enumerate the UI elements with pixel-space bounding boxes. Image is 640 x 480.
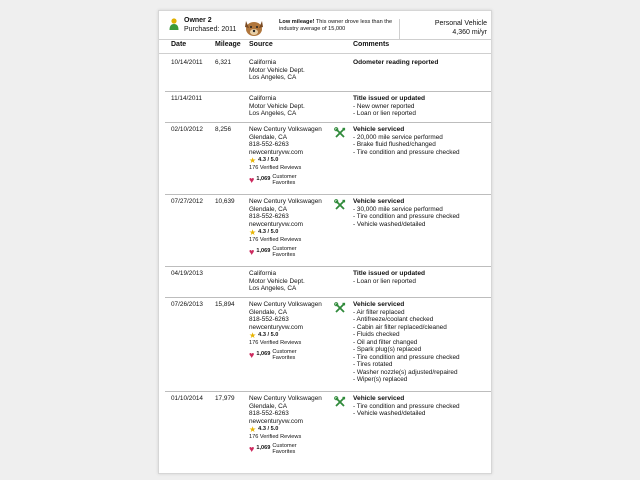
- source-line: New Century Volkswagen: [249, 126, 322, 133]
- comment-item: - Air filter replaced: [353, 308, 405, 316]
- source-line: California: [249, 270, 276, 277]
- favorites-label: [272, 443, 296, 455]
- record-comments: [353, 126, 491, 156]
- favorites-label: [272, 349, 296, 361]
- header-source: Source: [249, 41, 273, 48]
- history-report-page: [158, 10, 492, 474]
- vehicle-usage: [435, 19, 487, 37]
- record-mileage: 6,321: [215, 59, 231, 66]
- source-line: Los Angeles, CA: [249, 74, 297, 81]
- comment-item: - Loan or lien reported: [353, 277, 416, 285]
- record-date: 07/27/2012: [171, 198, 203, 205]
- verified-reviews: 176 Verified Reviews: [249, 165, 302, 171]
- source-line: 818-552-6263: [249, 410, 289, 417]
- comment-item: - Vehicle washed/detailed: [353, 220, 426, 228]
- record-source: [249, 198, 337, 258]
- header-mileage: Mileage: [215, 41, 241, 48]
- table-row: [165, 194, 491, 267]
- comment-title: Vehicle serviced: [353, 126, 405, 133]
- record-source: [249, 95, 337, 118]
- favorites-label-line: Customer: [272, 173, 297, 180]
- heart-icon: ♥: [249, 246, 255, 257]
- owner-purchased: Purchased: 2011: [184, 26, 237, 33]
- favorites-label-line: Favorites: [272, 179, 296, 186]
- record-comments: [353, 95, 491, 118]
- record-source: [249, 395, 337, 455]
- comment-title: Title issued or updated: [353, 95, 426, 102]
- comment-title: Vehicle serviced: [353, 198, 405, 205]
- comment-item: - Tires rotated: [353, 361, 393, 368]
- source-line: Glendale, CA: [249, 205, 288, 213]
- source-line: newcenturyvw.com: [249, 148, 303, 156]
- comment-item: - New owner reported: [353, 102, 415, 110]
- tools-icon: [334, 396, 346, 408]
- star-icon: ★: [249, 331, 257, 340]
- record-comments: [353, 395, 491, 418]
- star-icon: ★: [249, 425, 257, 434]
- star-icon: ★: [249, 228, 257, 237]
- record-date: 02/10/2012: [171, 126, 203, 133]
- record-mileage: 17,979: [215, 395, 235, 402]
- record-source: [249, 301, 337, 361]
- star-icon: ★: [249, 156, 257, 165]
- comment-item: - Vehicle washed/detailed: [353, 410, 426, 417]
- source-line: Glendale, CA: [249, 308, 288, 316]
- table-header: [159, 39, 491, 54]
- record-comments: [353, 270, 491, 285]
- customer-favorites: [249, 246, 337, 258]
- vehicle-type: Personal Vehicle: [434, 20, 487, 27]
- comment-item: - 30,000 mile service performed: [353, 205, 443, 213]
- dealer-rating: [249, 157, 337, 165]
- favorites-label-line: Customer: [272, 442, 297, 449]
- source-line: Los Angeles, CA: [249, 110, 297, 117]
- favorites-count: 1,069: [256, 444, 271, 451]
- record-date: 07/26/2013: [171, 301, 203, 308]
- table-row: [165, 55, 491, 92]
- header-date: Date: [171, 41, 187, 48]
- favorites-label-line: Favorites: [272, 354, 296, 361]
- record-source: [249, 59, 337, 82]
- record-comments: [353, 59, 491, 67]
- comment-title: Odometer reading reported: [353, 59, 439, 66]
- comment-item: - Tire condition and pressure checked: [353, 148, 460, 156]
- favorites-label-line: Favorites: [272, 251, 296, 258]
- comment-item: - 20,000 mile service performed: [353, 133, 443, 141]
- verified-reviews: 176 Verified Reviews: [249, 340, 302, 346]
- comment-title: Vehicle serviced: [353, 301, 405, 308]
- heart-icon: ♥: [249, 174, 255, 185]
- verified-reviews: 176 Verified Reviews: [249, 434, 302, 440]
- owner-name: Owner 2: [184, 17, 212, 24]
- comment-item: - Fluids checked: [353, 331, 400, 338]
- miles-per-year: 4,360 mi/yr: [452, 29, 487, 36]
- comment-item: - Antifreeze/coolant checked: [353, 316, 434, 323]
- comment-item: - Spark plug(s) replaced: [353, 346, 422, 353]
- table-row: [165, 122, 491, 195]
- rating-value: 4.3 / 5.0: [258, 332, 279, 339]
- table-row: [165, 91, 491, 123]
- dealer-rating: [249, 332, 337, 340]
- source-line: 818-552-6263: [249, 141, 289, 148]
- record-date: 11/14/2011: [171, 95, 203, 102]
- dealer-rating: [249, 229, 337, 237]
- source-line: California: [249, 95, 276, 102]
- comment-title: Title issued or updated: [353, 270, 426, 277]
- verified-reviews: 176 Verified Reviews: [249, 237, 302, 243]
- record-date: 01/10/2014: [171, 395, 203, 402]
- owner-header: [159, 15, 491, 40]
- heart-icon: ♥: [249, 349, 255, 360]
- dealer-rating: [249, 426, 337, 434]
- comment-item: - Tire condition and pressure checked: [353, 213, 460, 220]
- rating-value: 4.3 / 5.0: [258, 157, 279, 164]
- source-line: newcenturyvw.com: [249, 323, 303, 331]
- favorites-count: 1,069: [256, 350, 271, 357]
- source-line: New Century Volkswagen: [249, 301, 322, 308]
- favorites-label-line: Customer: [272, 348, 297, 355]
- source-line: Glendale, CA: [249, 133, 288, 141]
- tools-icon: [334, 302, 346, 314]
- table-row: [165, 297, 491, 392]
- source-line: Motor Vehicle Dept.: [249, 277, 305, 285]
- comment-item: - Brake fluid flushed/changed: [353, 141, 436, 148]
- person-icon: [169, 18, 179, 30]
- tools-icon: [334, 199, 346, 211]
- low-mileage-bold: Low mileage!: [279, 19, 315, 25]
- record-date: 04/19/2013: [171, 270, 203, 277]
- record-source: [249, 270, 337, 293]
- favorites-label: [272, 246, 296, 258]
- source-line: New Century Volkswagen: [249, 198, 322, 205]
- low-mileage-note: [279, 19, 400, 39]
- rating-value: 4.3 / 5.0: [258, 426, 279, 433]
- record-mileage: 8,256: [215, 126, 231, 133]
- favorites-count: 1,069: [256, 175, 271, 182]
- comment-item: - Tire condition and pressure checked: [353, 402, 460, 410]
- source-line: 818-552-6263: [249, 316, 289, 323]
- heart-icon: ♥: [249, 443, 255, 454]
- record-comments: [353, 198, 491, 228]
- source-line: New Century Volkswagen: [249, 395, 322, 402]
- comment-item: - Loan or lien reported: [353, 110, 416, 117]
- comment-item: - Tire condition and pressure checked: [353, 353, 460, 361]
- source-line: Motor Vehicle Dept.: [249, 66, 305, 74]
- favorites-count: 1,069: [256, 247, 271, 254]
- tools-icon: [334, 127, 346, 139]
- favorites-label: [272, 174, 296, 186]
- record-source: [249, 126, 337, 186]
- source-line: California: [249, 59, 276, 66]
- favorites-label-line: Customer: [272, 245, 297, 252]
- source-line: newcenturyvw.com: [249, 220, 303, 228]
- favorites-label-line: Favorites: [272, 448, 296, 455]
- comment-item: - Wiper(s) replaced: [353, 376, 408, 383]
- comment-item: - Oil and filter changed: [353, 338, 418, 346]
- table-row: [165, 266, 491, 298]
- source-line: Los Angeles, CA: [249, 285, 297, 292]
- comment-item: - Washer nozzle(s) adjusted/repaired: [353, 368, 458, 376]
- comment-item: - Cabin air filter replaced/cleaned: [353, 323, 447, 331]
- record-mileage: 10,639: [215, 198, 235, 205]
- rating-value: 4.3 / 5.0: [258, 229, 279, 236]
- record-date: 10/14/2011: [171, 59, 203, 66]
- table-row: [165, 391, 491, 474]
- comment-title: Vehicle serviced: [353, 395, 405, 402]
- record-mileage: 15,894: [215, 301, 235, 308]
- customer-favorites: [249, 443, 337, 455]
- customer-favorites: [249, 349, 337, 361]
- low-mileage-text: This owner drove less than the industry average of 15,000: [279, 19, 393, 32]
- source-line: 818-552-6263: [249, 213, 289, 220]
- source-line: Motor Vehicle Dept.: [249, 102, 305, 110]
- record-comments: [353, 301, 491, 384]
- source-line: Glendale, CA: [249, 402, 288, 410]
- dog-icon: [243, 17, 265, 37]
- source-line: newcenturyvw.com: [249, 417, 303, 425]
- customer-favorites: [249, 174, 337, 186]
- header-comments: Comments: [353, 41, 390, 48]
